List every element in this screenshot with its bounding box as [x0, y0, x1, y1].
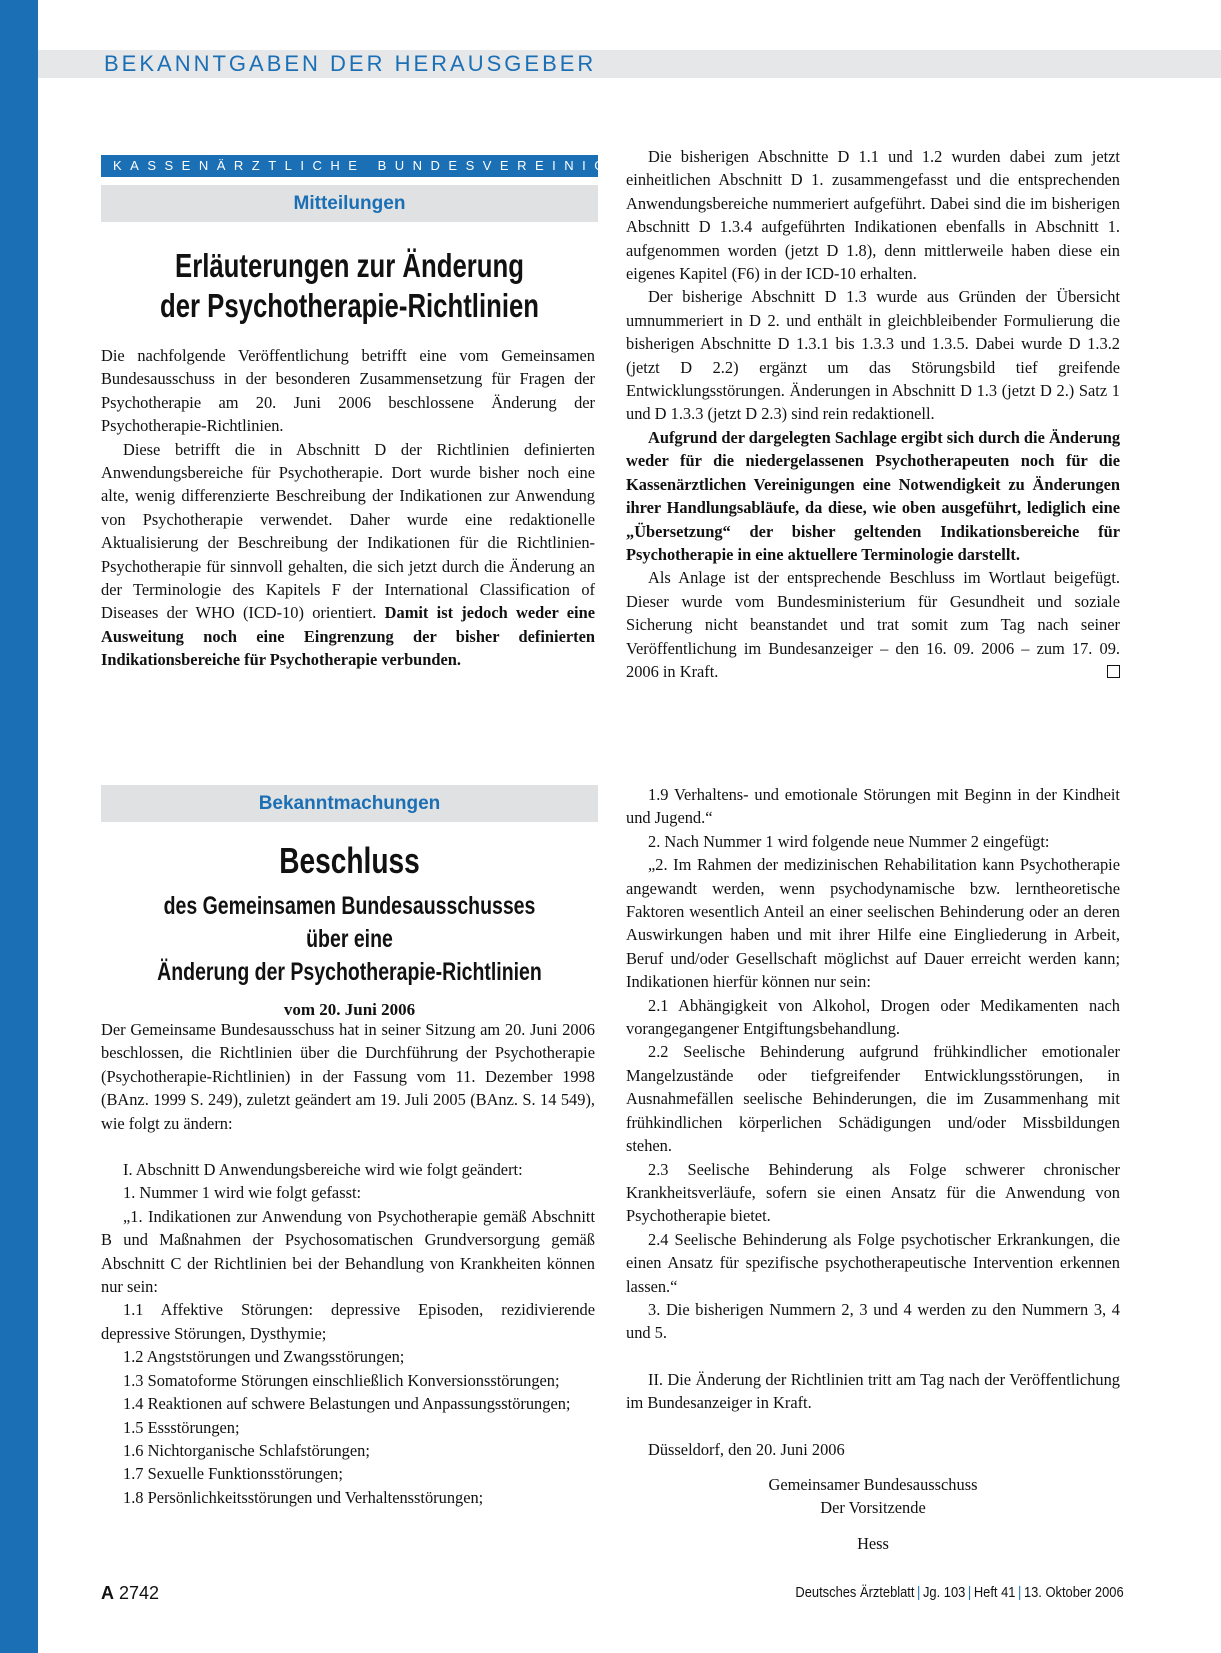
list-item: 1.9 Verhaltens- und emotionale Störungen mit Beginn in der Kindheit und Jugend.“ [626, 785, 1120, 828]
separator: | [917, 1584, 921, 1601]
list-item: 2. Nach Nummer 1 wird folgende neue Nummer 2 eingefügt: [648, 831, 1050, 851]
section2-left-column [101, 1018, 595, 1509]
page-prefix: A [101, 1583, 114, 1603]
list-item: 1.6 Nichtorganische Schlafstörungen; [123, 1440, 370, 1460]
journal-date: 13. Oktober 2006 [1024, 1584, 1124, 1601]
journal-issue: Heft 41 [974, 1584, 1016, 1601]
list-item: 3. Die bisherigen Nummern 2, 3 und 4 werden zu den Nummern 3, 4 und 5. [626, 1299, 1120, 1343]
list-item: 1. Nummer 1 wird wie folgt gefasst: [123, 1183, 362, 1203]
intro-paragraph: Der Gemeinsame Bundesausschuss hat in seiner Sitzung am 20. Juni 2006 beschlossen, die Richtlinien über die Durchführung der Psychotherapie (Psychotherapie-Richtlinien) in der Fassung vom 11. Dezember 1998 (BAnz. 1999 S. 249), zuletzt geändert am 19. Juli 2005 (BAnz. S. 14 549), wie folgt zu ändern: [101, 1020, 595, 1133]
paragraph: Der bisherige Abschnitt D 1.3 wurde aus Gründen der Übersicht umnummeriert in D 2. und enthält in gleichbleibender Formulierung die bisherigen Abschnitte D 1.3.1 bis 1.3.3 und 1.3.5. Dabei wurde D 1.3.2 (jetzt D 2.2) ergänzt um das Störungsbild tief greifende Entwicklungsstörungen. Änderungen in Abschnitt D 1.3 (jetzt D 2.) Satz 1 und D 1.3.3 (jetzt D 2.3) sind rein redaktionell. [626, 287, 1120, 424]
section2-right-column [626, 783, 1120, 1555]
resolution-date: vom 20. Juni 2006 [283, 1000, 416, 1019]
list-item: 2.4 Seelische Behinderung als Folge psychotischer Erkrankungen, die einen Ansatz für spezifische psychotherapeutische Intervention erkennen lassen.“ [626, 1229, 1120, 1296]
paragraph-text: Diese betrifft die in Abschnitt D der Richtlinien definierten Anwendungsbereiche für Psychotherapie. Dort wurde bisher noch eine alte, wenig differenzierte Beschreibung der Indikationen zur Anwendung von Psychotherapie verwendet. Daher wurde eine redaktionelle Aktualisierung der Beschreibung der Indikationen für die Richtlinien-Psychotherapie für sinnvoll gehalten, die sich jetzt durch die Änderung an der Terminologie des Kapitels F der International Classification of Diseases der WHO (ICD-10) orientiert. [101, 439, 595, 623]
list-item: „1. Indikationen zur Anwendung von Psychotherapie gemäß Abschnitt B und Maßnahmen der Psychosomatischen Grundversorgung gemäß Abschnitt C der Richtlinien bei der Behandlung von Krankheiten können nur sein: [101, 1206, 595, 1297]
signature-name: Hess [857, 1533, 889, 1553]
end-mark-square-icon [1107, 665, 1120, 678]
resolution-subtitle-line2: Änderung der Psychotherapie-Richtlinien [157, 958, 542, 986]
signature-role: Der Vorsitzende [820, 1498, 926, 1518]
separator: | [968, 1584, 972, 1601]
resolution-title: Beschluss [279, 840, 420, 881]
list-item: 1.1 Affektive Störungen: depressive Episoden, rezidivierende depressive Störungen, Dysthymie; [101, 1300, 595, 1343]
list-item: 1.3 Somatoforme Störungen einschließlich Konversionsstörungen; [123, 1370, 560, 1390]
signature-organization: Gemeinsamer Bundesausschuss [768, 1474, 978, 1494]
paragraph-text: Als Anlage ist der entsprechende Beschluss im Wortlaut beigefügt. Dieser wurde vom Bundesministerium für Gesundheit und soziale Sicherung nicht beanstandet und trat somit zum Tag nach seiner Veröffentlichung im Bundesanzeiger – den 16. 09. 2006 – zum 17. 09. 2006 in Kraft. [626, 568, 1120, 681]
resolution-heading [101, 838, 598, 1027]
list-item: 1.2 Angststörungen und Zwangsstörungen; [123, 1347, 405, 1367]
article-title-line1: Erläuterungen zur Änderung [175, 247, 524, 284]
article-title-line2: der Psychotherapie-Richtlinien [159, 287, 540, 324]
section1-left-column [101, 344, 595, 672]
journal-volume: Jg. 103 [923, 1584, 966, 1601]
category-label-bekanntmachungen: Bekanntmachungen [101, 785, 598, 822]
place-and-date: Düsseldorf, den 20. Juni 2006 [648, 1439, 845, 1459]
page-number [101, 1583, 159, 1604]
bold-paragraph: Aufgrund der dargelegten Sachlage ergibt sich durch die Änderung weder für die niedergelassenen Psychotherapeuten noch für die Kassenärztlichen Vereinigungen eine Notwendigkeit zu Änderungen ihrer Handlungsabläufe, da diese, wie oben ausgeführt, lediglich eine „Übersetzung“ der bisher geltenden Indikationsbereiche für Psychotherapie in eine aktuellere Terminologie darstellt. [626, 427, 1121, 564]
bold-statement: Damit ist jedoch weder eine Ausweitung noch eine Eingrenzung der bisher definierten Indikationsbereiche für Psychotherapie verbunden. [101, 603, 595, 670]
category-label-mitteilungen: Mitteilungen [101, 185, 598, 222]
resolution-subtitle-line1: des Gemeinsamen Bundesausschusses über eine [163, 892, 536, 953]
list-item: 2.2 Seelische Behinderung aufgrund frühkindlicher emotionaler Mangelzustände oder tiefgreifender Entwicklungsstörungen, in Ausnahmefällen seelische Behinderungen, die im Zusammenhang mit frühkindlichen körperlichen Schädigungen und/oder Missbildungen stehen. [626, 1042, 1120, 1156]
list-item: 2.3 Seelische Behinderung als Folge schwerer chronischer Krankheitsverläufe, sofern sie einen Ansatz für die Anwendung von Psychotherapie bietet. [626, 1159, 1120, 1226]
left-accent-bar [0, 0, 38, 1653]
list-item: 2.1 Abhängigkeit von Alkohol, Drogen oder Medikamenten nach vorangegangener Entgiftungsbehandlung. [626, 995, 1120, 1039]
paragraph [626, 566, 1120, 683]
effective-date-paragraph: II. Die Änderung der Richtlinien tritt am Tag nach der Veröffentlichung im Bundesanzeiger in Kraft. [626, 1369, 1120, 1413]
list-item: 1.4 Reaktionen auf schwere Belastungen und Anpassungsstörungen; [123, 1394, 571, 1414]
journal-info [796, 1584, 1124, 1601]
paragraph: Die nachfolgende Veröffentlichung betrifft eine vom Gemeinsamen Bundesausschuss in der besonderen Zusammensetzung für Fragen der Psychotherapie am 20. Juni 2006 beschlossene Änderung der Psychotherapie-Richtlinien. [101, 346, 595, 436]
separator: | [1018, 1584, 1022, 1601]
page-header-title: BEKANNTGABEN DER HERAUSGEBER [104, 51, 597, 76]
list-item: „2. Im Rahmen der medizinischen Rehabilitation kann Psychotherapie angewandt werden, wenn psychodynamische bzw. lerntheoretische Faktoren wesentlich Anteil an einer seelischen Behinderung oder an deren Auswirkungen haben und mit ihrer Hilfe eine Eingliederung in Arbeit, Beruf und/oder Gesellschaft möglichst auf Dauer erreicht werden kann; Indikationen hierfür können nur sein: [626, 855, 1120, 992]
organization-label: KASSENÄRZTLICHE BUNDESVEREINIGUNG [101, 155, 598, 177]
list-item: 1.8 Persönlichkeitsstörungen und Verhaltensstörungen; [123, 1487, 484, 1507]
paragraph: Die bisherigen Abschnitte D 1.1 und 1.2 wurden dabei zum jetzt einheitlichen Abschnitt D 1. zusammengefasst und die entsprechenden Anwendungsbereiche nummeriert aufgeführt. Dabei sind die im bisherigen Abschnitt D 1.3.4 aufgeführten Indikationen ebenfalls in Abschnitt 1. aufgenommen worden (jetzt D 1.8), denn mittlerweile haben diese ein eigenes Kapitel (F6) in der ICD-10 erhalten. [626, 147, 1120, 284]
list-item: I. Abschnitt D Anwendungsbereiche wird wie folgt geändert: [123, 1160, 523, 1180]
paragraph [101, 438, 595, 672]
journal-name: Deutsches Ärzteblatt [795, 1584, 915, 1601]
section1-right-column [626, 145, 1120, 683]
page-number-value: 2742 [119, 1583, 160, 1603]
list-item: 1.7 Sexuelle Funktionsstörungen; [123, 1464, 343, 1484]
list-item: 1.5 Essstörungen; [123, 1417, 240, 1437]
article-title [101, 246, 598, 326]
